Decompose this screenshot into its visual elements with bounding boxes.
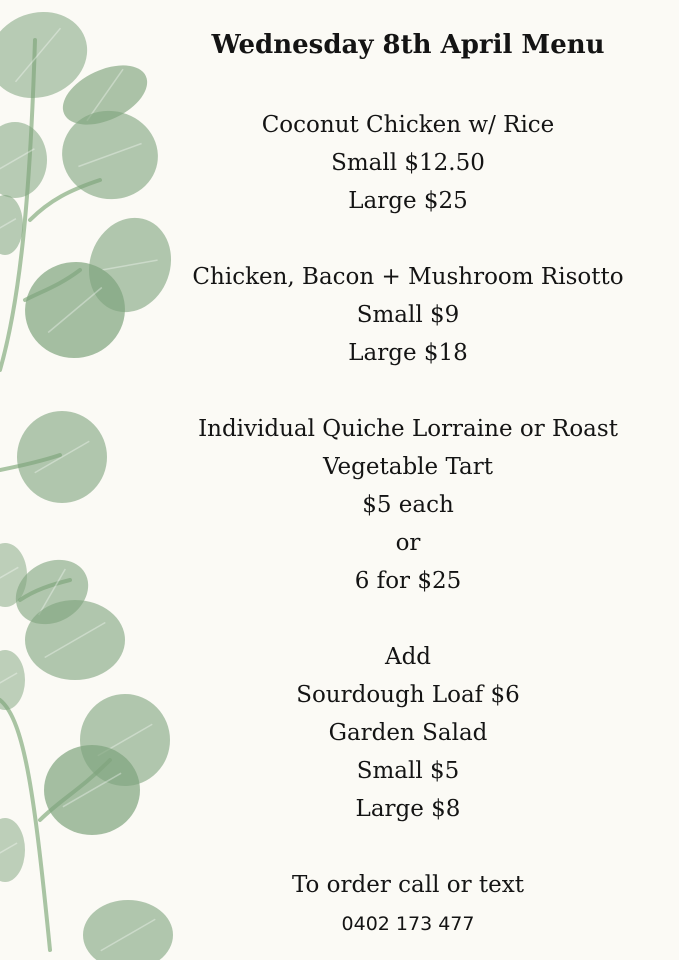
menu-item-price-small: Small $12.50	[331, 150, 485, 176]
add-item-price-small: Small $5	[356, 758, 460, 784]
menu-item-price-large: Large $25	[348, 188, 468, 214]
add-heading: Add	[384, 644, 432, 670]
menu-item-name: Chicken, Bacon + Mushroom Risotto	[192, 264, 624, 290]
menu-title: Wednesday 8th April Menu	[211, 30, 605, 60]
order-instructions: To order call or text	[291, 872, 525, 898]
add-item-sourdough: Sourdough Loaf $6	[296, 682, 520, 708]
add-item-price-large: Large $8	[355, 796, 461, 822]
menu-item-name: Vegetable Tart	[323, 454, 493, 480]
leaf-icon	[0, 195, 23, 255]
leaf-icon	[0, 122, 47, 198]
menu-item-price-bulk: 6 for $25	[354, 568, 462, 594]
menu-item-price-small: Small $9	[356, 302, 460, 328]
menu-item-price-large: Large $18	[348, 340, 468, 366]
menu-item-name: Coconut Chicken w/ Rice	[261, 112, 555, 138]
menu-item-or: or	[395, 530, 421, 556]
menu-item-name: Individual Quiche Lorraine or Roast	[198, 416, 618, 442]
add-item-salad: Garden Salad	[328, 720, 488, 746]
order-phone: 0402 173 477	[341, 913, 475, 935]
menu-item-price-each: $5 each	[362, 492, 454, 518]
